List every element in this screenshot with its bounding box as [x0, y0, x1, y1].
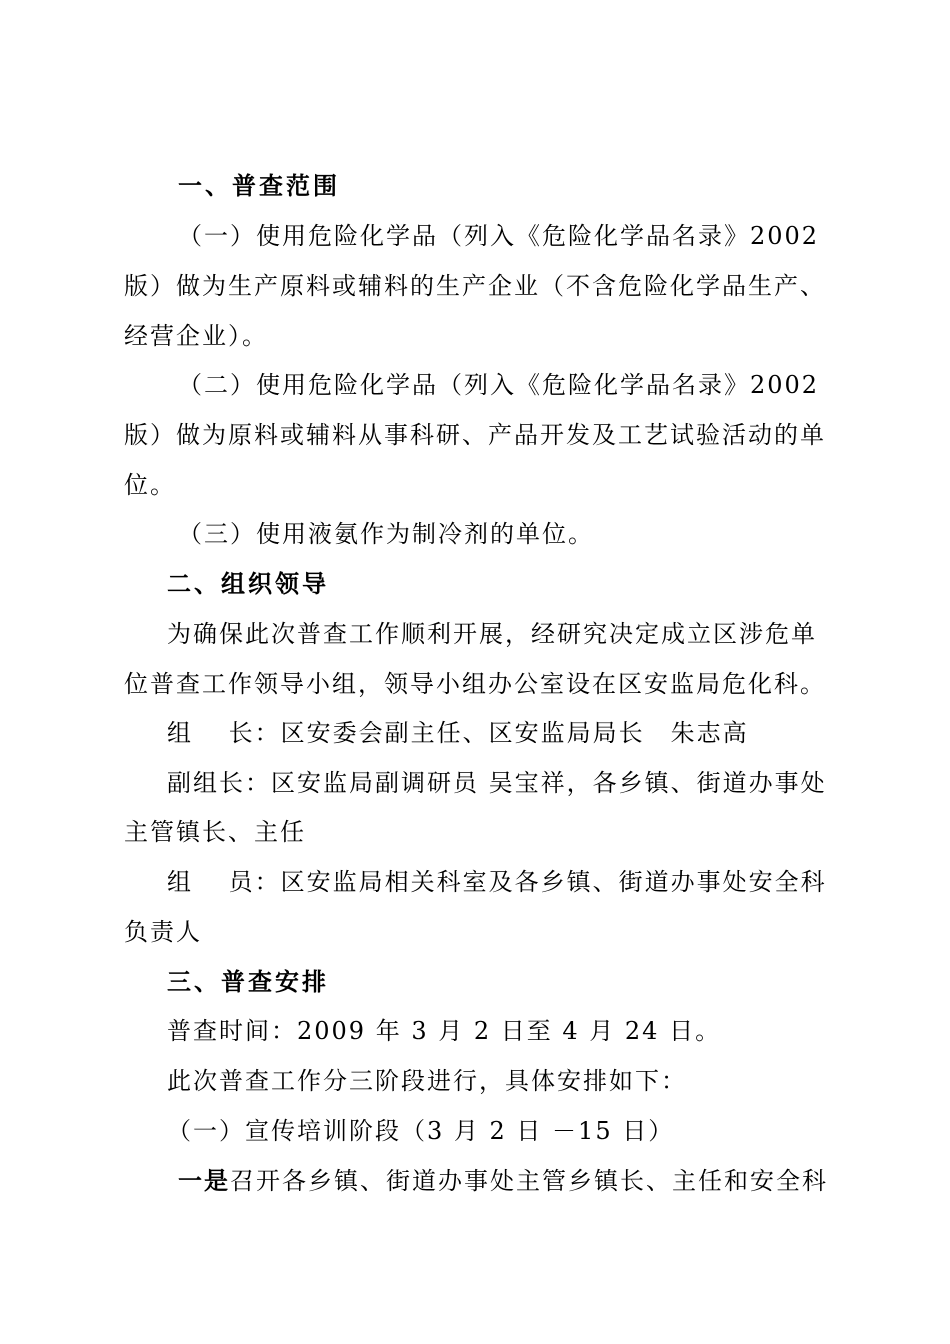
member-line1: 组 员：区安监局相关科室及各乡镇、街道办事处安全科: [167, 868, 827, 896]
leader-line: 组 长：区安委会副主任、区安监局局长 朱志高: [167, 719, 749, 747]
schedule-time-line: 普查时间：2009 年 3 月 2 日至 4 月 24 日。: [167, 1017, 722, 1045]
scope-item1-line1: （一）使用危险化学品（列入《危险化学品名录》2002: [178, 222, 820, 250]
scope-item2-line2: 版）做为原料或辅料从事科研、产品开发及工艺试验活动的单: [124, 421, 826, 449]
section-heading-organization: 二、组织领导: [167, 569, 329, 598]
first-item-line: [178, 1164, 836, 1198]
scope-item1-line2: 版）做为生产原料或辅料的生产企业（不含危险化学品生产、: [124, 272, 826, 300]
deputy-line2: 主管镇长、主任: [124, 818, 306, 846]
organization-paragraph-line2: 位普查工作领导小组，领导小组办公室设在区安监局危化科。: [124, 670, 826, 698]
first-item-label: 一是: [178, 1166, 230, 1195]
deputy-line1: 副组长：区安监局副调研员 吴宝祥，各乡镇、街道办事处: [167, 769, 827, 797]
scope-item1-line3: 经营企业）。: [124, 322, 268, 350]
scope-item2-line3: 位。: [124, 471, 176, 499]
member-line2: 负责人: [124, 918, 202, 946]
scope-item3-line1: （三）使用液氨作为制冷剂的单位。: [178, 520, 594, 548]
section-heading-scope: 一、普查范围: [178, 171, 340, 200]
organization-paragraph-line1: 为确保此次普查工作顺利开展，经研究决定成立区涉危单: [167, 620, 817, 648]
schedule-intro-line: 此次普查工作分三阶段进行，具体安排如下：: [167, 1067, 687, 1095]
first-item-text: 召开各乡镇、街道办事处主管乡镇长、主任和安全科: [230, 1167, 828, 1195]
phase1-heading-line: （一）宣传培训阶段（3 月 2 日 －15 日）: [167, 1117, 675, 1145]
section-heading-schedule: 三、普查安排: [167, 967, 329, 996]
scope-item2-line1: （二）使用危险化学品（列入《危险化学品名录》2002: [178, 371, 820, 399]
